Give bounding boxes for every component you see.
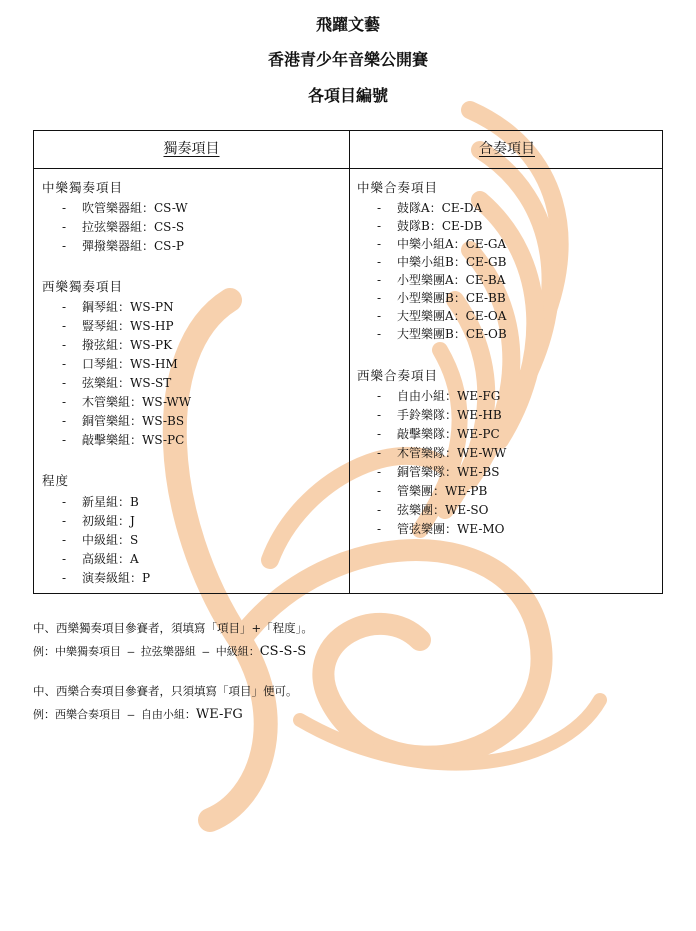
solo-rule-note: 中、西樂獨奏項目參賽者，須填寫「項目」+「程度」。	[33, 621, 313, 635]
section-title-western-solo: 西樂獨奏項目	[42, 279, 124, 294]
org-title: 飛躍文藝	[315, 15, 380, 34]
ensemble-header: 合奏項目	[479, 141, 535, 157]
section-title-chinese-ensemble: 中樂合奏項目	[357, 180, 439, 195]
list-item: - 演奏級組：P	[62, 571, 151, 585]
category-table	[33, 130, 663, 594]
list-item: - 彈撥樂器組：CS-P	[62, 239, 184, 253]
list-item: - 弦樂團：WE-SO	[377, 503, 489, 517]
list-item: - 鼓隊B：CE-DB	[377, 219, 483, 233]
list-item: - 中級組：S	[62, 533, 139, 547]
page-title: 各項目編號	[307, 86, 388, 105]
list-item: - 中樂小組B：CE-GB	[377, 255, 507, 269]
list-item: - 拉弦樂器組：CS-S	[62, 220, 185, 234]
list-item: - 自由小組：WE-FG	[377, 389, 501, 403]
solo-header: 獨奏項目	[163, 141, 220, 157]
solo-example-note: 例：中樂獨奏項目 – 拉弦樂器組 – 中級組：CS-S-S	[33, 644, 307, 659]
section-title-western-ensemble: 西樂合奏項目	[357, 368, 439, 383]
list-item: - 豎琴組：WS-HP	[62, 319, 174, 333]
list-item: - 小型樂團B：CE-BB	[377, 291, 506, 305]
list-item: - 敲擊樂組：WS-PC	[62, 433, 185, 447]
section-title-grade: 程度	[42, 473, 70, 488]
section-title-chinese-solo: 中樂獨奏項目	[42, 180, 124, 195]
list-item: - 中樂小組A：CE-GA	[377, 237, 507, 251]
list-item: - 高級組：A	[62, 552, 139, 566]
list-item: - 口琴組：WS-HM	[62, 357, 178, 371]
list-item: - 大型樂團A：CE-OA	[377, 309, 507, 323]
list-item: - 木管樂隊：WE-WW	[377, 446, 507, 460]
list-item: - 木管樂組：WS-WW	[62, 395, 192, 409]
list-item: - 初級組：J	[62, 514, 135, 528]
ensemble-example-note: 例：西樂合奏項目 – 自由小組：WE-FG	[33, 707, 243, 722]
list-item: - 撥弦組：WS-PK	[62, 338, 173, 352]
list-item: - 手鈴樂隊：WE-HB	[377, 408, 502, 422]
list-item: - 新星組：B	[62, 495, 139, 509]
list-item: - 銅管樂隊：WE-BS	[377, 465, 500, 479]
list-item: - 小型樂團A：CE-BA	[377, 273, 506, 287]
list-item: - 管弦樂團：WE-MO	[377, 522, 505, 536]
list-item: - 管樂團：WE-PB	[377, 484, 488, 498]
list-item: - 銅管樂組：WS-BS	[62, 414, 185, 428]
competition-title: 香港青少年音樂公開賽	[267, 50, 428, 69]
list-item: - 鼓隊A：CE-DA	[377, 201, 483, 215]
header-divider	[34, 168, 662, 169]
list-item: - 弦樂組：WS-ST	[62, 376, 172, 390]
list-item: - 吹管樂器組：CS-W	[62, 201, 188, 215]
list-item: - 大型樂團B：CE-OB	[377, 327, 507, 341]
column-divider	[349, 131, 350, 593]
ensemble-rule-note: 中、西樂合奏項目參賽者，只須填寫「項目」便可。	[33, 684, 298, 698]
list-item: - 鋼琴組：WS-PN	[62, 300, 174, 314]
list-item: - 敲擊樂隊：WE-PC	[377, 427, 500, 441]
